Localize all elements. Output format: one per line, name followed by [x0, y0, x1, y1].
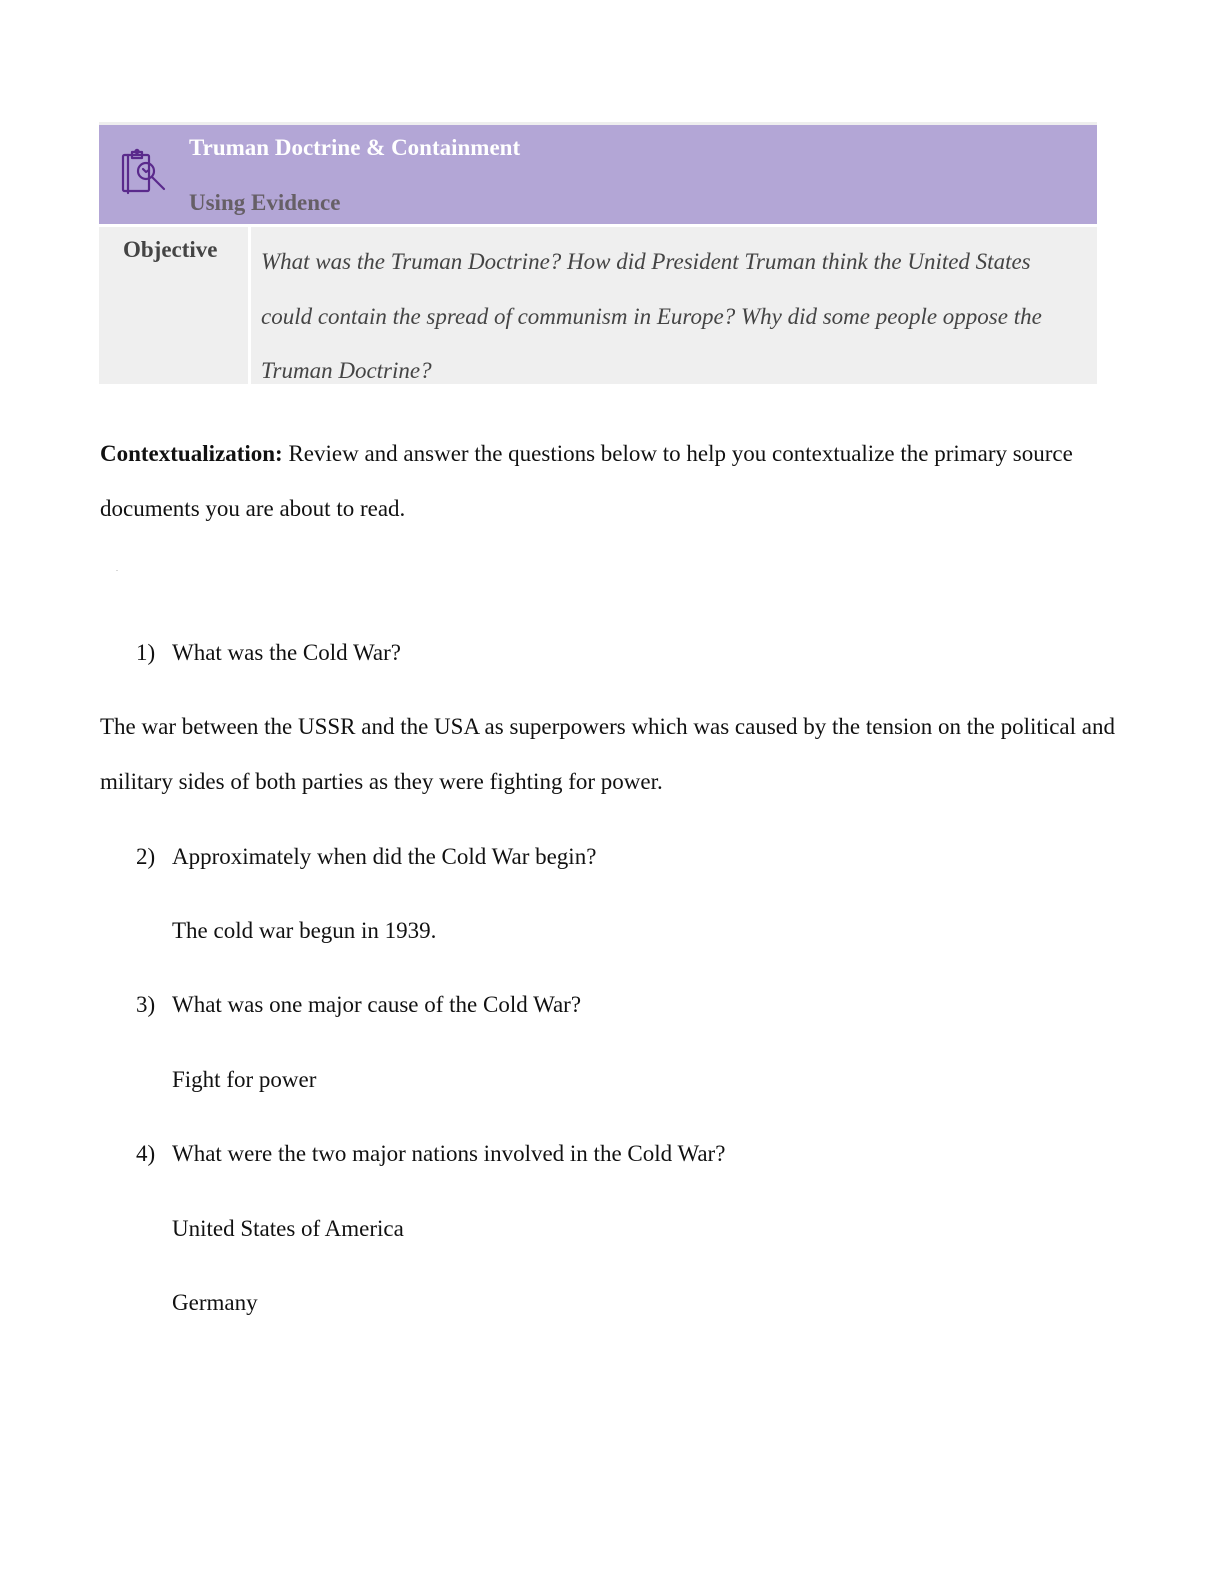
question-text: What were the two major nations involved in the Cold War? [172, 1141, 726, 1166]
question-number: 2) [136, 844, 156, 869]
contextualization-label: Contextualization: [100, 441, 283, 466]
lesson-subtitle: Using Evidence [189, 190, 341, 215]
question-text: Approximately when did the Cold War begin? [172, 844, 597, 869]
title-band [99, 122, 1097, 224]
contextualization-paragraph [100, 427, 1120, 536]
answer-text: Germany [172, 1290, 258, 1315]
question-number: 4) [136, 1141, 156, 1166]
question-number: 3) [136, 992, 156, 1017]
question-number: 1) [136, 640, 156, 665]
contextualization-text: Review and answer the questions below to help you contextualize the primary source documents you are about to read. [100, 441, 1073, 521]
answer-text: Fight for power [172, 1067, 317, 1092]
objective-label: Objective [99, 227, 248, 384]
question-text: What was the Cold War? [172, 640, 401, 665]
stray-mark [116, 570, 118, 571]
objective-row [99, 227, 1097, 384]
answer-text: The war between the USSR and the USA as superpowers which was caused by the tension on the political and military sides of both parties as they were fighting for power. [100, 714, 1115, 794]
lesson-title: Truman Doctrine & Containment [189, 135, 521, 160]
lesson-header-table [99, 122, 1097, 384]
question-text: What was one major cause of the Cold War? [172, 992, 582, 1017]
clipboard-magnifier-icon [119, 147, 169, 197]
answer-text: United States of America [172, 1216, 404, 1241]
answer-text: The cold war begun in 1939. [172, 918, 437, 943]
objective-text: What was the Truman Doctrine? How did President Truman think the United States could contain the spread of communism in Europe? Why did some people oppose the Truman Doctrine? [251, 227, 1097, 384]
